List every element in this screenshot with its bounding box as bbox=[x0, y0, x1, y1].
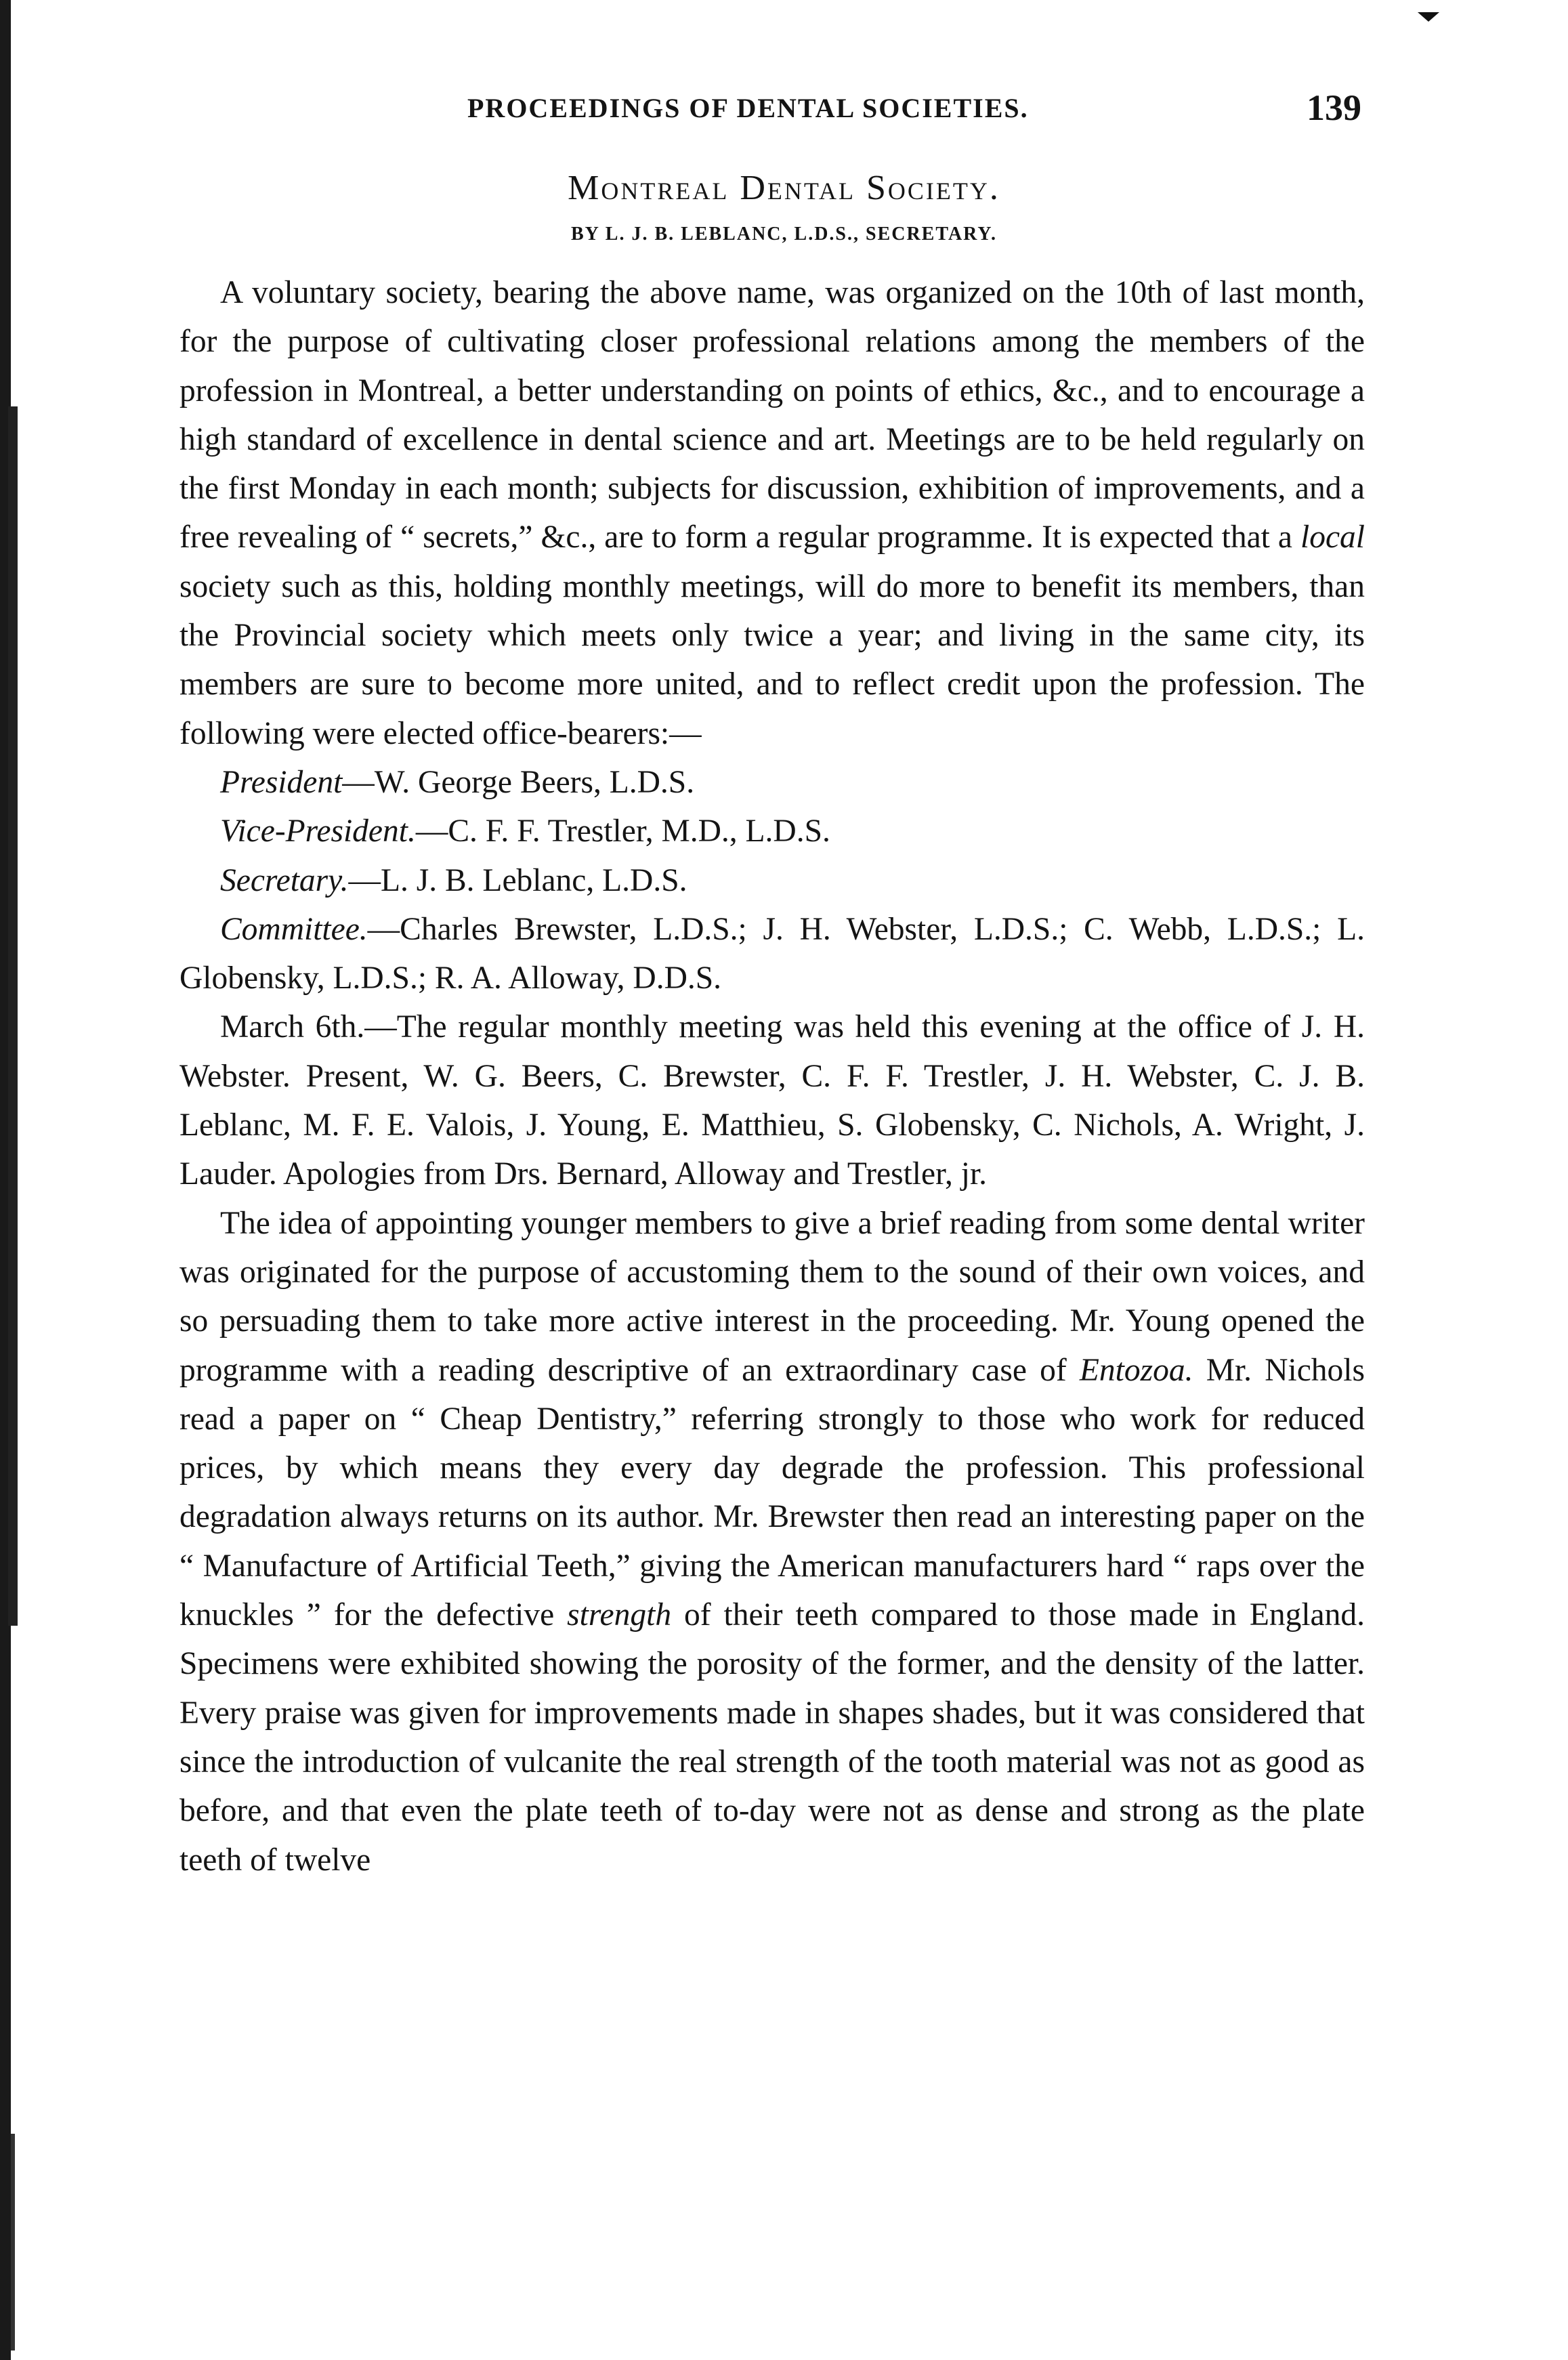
running-head bbox=[467, 87, 1361, 134]
byline: BY L. J. B. LEBLANC, L.D.S., SECRETARY. bbox=[570, 224, 998, 245]
officer-committee: Committee.—Charles Brewster, L.D.S.; J. H. Webster, L.D.S.; C. Webb, L.D.S.; L. Globensky, L.D.S.; R. A. Alloway, D.D.S. bbox=[179, 911, 1365, 996]
paragraph-programme: The idea of appointing younger members to give a brief reading from some dental writer was originated for the purpose of accustoming them to the sound of their own voices, and so persuading them to take more active interest in the proceeding. Mr. Young opened the programme with a reading descriptive of an extraordinary case of Entozoa. Mr. Nichols read a paper on “ Cheap Dentistry,” referring strongly to those who work for reduced prices, by which means they every day degrade the profession. This professional degradation always returns on its author. Mr. Brewster then read an interesting paper on the “ Manufacture of Artificial Teeth,” giving the American manufacturers hard “ raps over the knuckles ” for the defective strength of their teeth compared to those made in England. Specimens were exhibited showing the porosity of the former, and the density of the latter. Every praise was given for improvements made in shapes shades, but it was considered that since the introduction of vulcanite the real strength of the tooth material was not as good as before, and that even the plate teeth of to-day were not as dense and strong as the plate teeth of twelve bbox=[179, 1205, 1365, 1878]
scan-edge-shadow bbox=[8, 406, 18, 1626]
running-title: PROCEEDINGS OF DENTAL SOCIETIES. bbox=[467, 93, 1029, 123]
page-number: 139 bbox=[1307, 87, 1361, 128]
scan-corner-mark bbox=[1418, 12, 1439, 22]
officer-vice-president: Vice-President.—C. F. F. Trestler, M.D., L.D.S. bbox=[220, 814, 830, 849]
paragraph-meeting: March 6th.—The regular monthly meeting was held this evening at the office of J. H. Webster. Present, W. G. Beers, C. Brewster, C. F. F. Trestler, J. H. Webster, C. J. B. Leblanc, M. F. E. Valois, J. Young, E. Matthieu, S. Globensky, C. Nichols, A. Wright, J. Lauder. Apologies from Drs. Bernard, Alloway and Trestler, jr. bbox=[179, 1009, 1365, 1192]
paragraph-intro: A voluntary society, bearing the above name, was organized on the 10th of last month, for the purpose of cultivating closer professional relations among the members of the profession in Montreal, a better understanding on points of ethics, &c., and to encourage a high standard of excellence in dental science and art. Meetings are to be held regularly on the first Monday in each month; subjects for discussion, exhibition of improvements, and a free revealing of “ secrets,” &c., are to form a regular programme. It is expected that a local society such as this, holding monthly meetings, will do more to benefit its members, than the Provincial society which meets only twice a year; and living in the same city, its members are sure to become more united, and to reflect credit upon the profession. The following were elected office-bearers:— bbox=[179, 275, 1365, 751]
article-title: Montreal Dental Society. bbox=[568, 169, 1000, 207]
scan-edge-bottom bbox=[11, 2134, 15, 2351]
article-body bbox=[179, 268, 1365, 1884]
officer-secretary: Secretary.—L. J. B. Leblanc, L.D.S. bbox=[220, 862, 687, 898]
officer-president: President—W. George Beers, L.D.S. bbox=[220, 764, 695, 800]
